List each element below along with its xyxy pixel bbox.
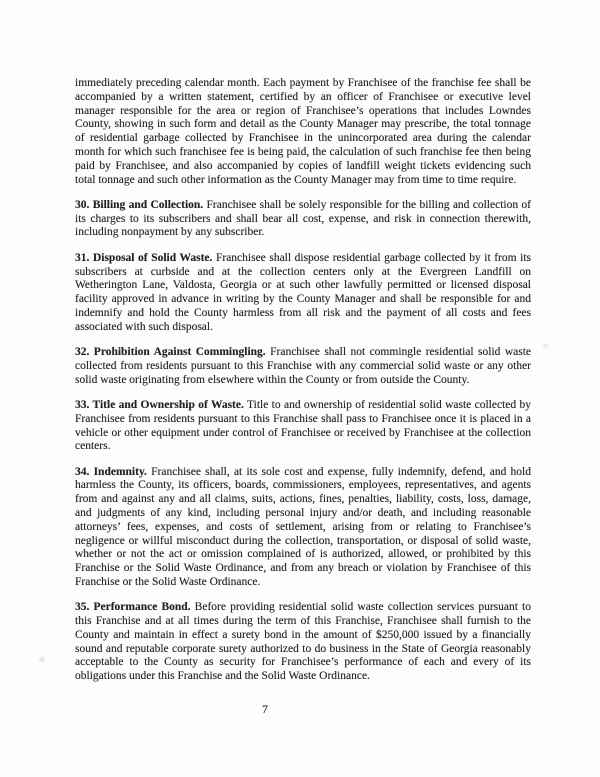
paragraph-text: immediately preceding calendar month. Each payment by Franchisee of the franchise fee shall be accompanied by a written statement, certified by an officer of Franchisee or executive level manager responsible for the area or region of Franchisee’s operations that includes Lowndes County, showing in such form and detail as the County Manager may prescribe, the total tonnage of residential garbage collected by Franchisee in the unincorporated area during the calendar month for which such franchisee fee is being paid, the calculation of such franchise fee then being paid by Franchisee, and also accompanied by copies of landfill weight tickets evidencing such total tonnage and such other information as the County Manager may from time to time require.: [75, 77, 531, 186]
paragraph-continuation: [75, 77, 531, 187]
scan-artifact: [543, 343, 548, 349]
scan-artifact: [39, 657, 45, 662]
paragraph-section-30: [75, 199, 531, 240]
section-heading: 33. Title and Ownership of Waste.: [75, 398, 244, 411]
section-heading: 30. Billing and Collection.: [75, 198, 204, 211]
paragraph-section-35: [75, 601, 531, 684]
section-heading: 31. Disposal of Solid Waste.: [75, 251, 213, 264]
paragraph-text: Before providing residential solid waste collection services pursuant to this Franchise and at all times during the term of this Franchise, Franchisee shall furnish to the County and maintain in effect a surety bond in the amount of $250,000 issued by a financially sound and reputable corporate surety authorized to do business in the State of Georgia reasonably acceptable to the County as security for Franchisee’s performance of each and every of its obligations under this Franchise and the Solid Waste Ordinance.: [75, 601, 531, 683]
document-text-block: [75, 77, 531, 684]
paragraph-section-32: [75, 346, 531, 387]
page-number: 7: [262, 704, 268, 716]
paragraph-text: Title to and ownership of residential solid waste collected by Franchisee from residents pursuant to this Franchise shall pass to Franchisee once it is placed in a vehicle or other equipment under control of Franchisee or received by Franchisee at the collection centers.: [75, 398, 531, 453]
paragraph-section-31: [75, 252, 531, 335]
section-heading: 32. Prohibition Against Commingling.: [75, 346, 266, 359]
paragraph-text: Franchisee shall, at its sole cost and expense, fully indemnify, defend, and hold harmless the County, its officers, boards, commissioners, employees, representatives, and agents from and against any and all claims, suits, actions, fines, penalties, liability, costs, loss, damage, and judgments of any kind, including personal injury and/or death, and including reasonable attorneys’ fees, expenses, and costs of settlement, arising from or relating to Franchisee’s negligence or willful misconduct during the collection, transportation, or disposal of solid waste, whether or not the act or omission complained of is authorized, allowed, or prohibited by this Franchise or the Solid Waste Ordinance, and from any breach or violation by Franchisee of this Franchise or the Solid Waste Ordinance.: [75, 465, 531, 588]
paragraph-text: Franchisee shall dispose residential garbage collected by it from its subscribers at curbside and at the collection centers only at the Evergreen Landfill on Wetherington Lane, Valdosta, Georgia or at such other lawfully permitted or licensed disposal facility approved in advance in writing by the County Manager and shall be responsible for and indemnify and hold the County harmless from all risk and the payment of all costs and fees associated with such disposal.: [75, 251, 532, 333]
paragraph-section-33: [75, 399, 531, 454]
section-heading: 35. Performance Bond.: [75, 601, 191, 614]
paragraph-text: Franchisee shall be solely responsible for the billing and collection of its charges to its subscribers and shall bear all cost, expense, and risk in connection therewith, including nonpayment by any subscriber.: [75, 198, 531, 239]
section-heading: 34. Indemnity.: [75, 465, 147, 478]
paragraph-section-34: [75, 466, 531, 590]
paragraph-text: Franchisee shall not commingle residential solid waste collected from residents pursuant to this Franchise with any commercial solid waste or any other solid waste originating from elsewhere within the County or from outside the County.: [75, 346, 532, 386]
